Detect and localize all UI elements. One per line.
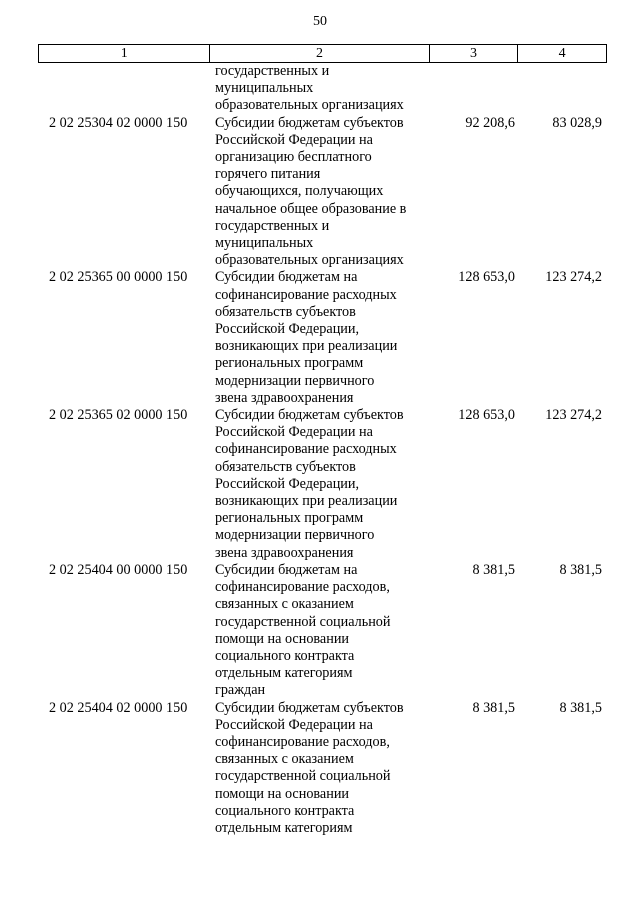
revenue-name-line: софинансирование расходных <box>215 286 397 303</box>
revenue-name-line: связанных с оказанием <box>215 751 354 768</box>
revenue-name-line: Российской Федерации, <box>215 475 360 492</box>
header-col-1: 1 <box>39 45 210 62</box>
classification-code: 2 02 25404 00 0000 150 <box>49 561 188 578</box>
amount-col-4: 8 381,5 <box>559 561 602 578</box>
table-row <box>38 700 607 838</box>
revenue-name-line: модернизации первичного <box>215 527 375 544</box>
revenue-name-line: Российской Федерации на <box>215 716 373 733</box>
revenue-name-line: помощи на основании <box>215 785 350 802</box>
revenue-name <box>210 63 430 115</box>
revenue-name-line: региональных программ <box>215 510 364 527</box>
header-col-4: 4 <box>558 46 566 61</box>
amount-col-4: 83 028,9 <box>552 114 602 131</box>
revenue-name-line: обучающихся, получающих <box>215 183 384 200</box>
revenue-name-line: государственных и <box>215 63 330 79</box>
revenue-name-line: муниципальных <box>215 80 314 97</box>
revenue-name-line: муниципальных <box>215 235 314 252</box>
revenue-name-line: государственной социальной <box>215 768 391 785</box>
table-row <box>38 269 607 407</box>
revenue-name <box>210 115 430 270</box>
revenue-name-line: отдельным категориям <box>215 819 353 836</box>
revenue-name-line: государственной социальной <box>215 613 391 630</box>
classification-code <box>38 63 210 115</box>
revenue-name-line: связанных с оказанием <box>215 596 354 613</box>
revenue-name-line: региональных программ <box>215 355 364 372</box>
page-number: 50 <box>313 14 327 29</box>
classification-code: 2 02 25365 02 0000 150 <box>49 407 188 424</box>
revenue-name-line: модернизации первичного <box>215 372 375 389</box>
table-row <box>38 407 607 562</box>
revenue-name-line: граждан <box>215 682 266 699</box>
revenue-name-line: софинансирование расходов, <box>215 579 390 596</box>
revenue-name-line: звена здравоохранения <box>215 544 354 561</box>
amount-col-4: 123 274,2 <box>545 269 602 286</box>
revenue-name-line: помощи на основании <box>215 630 350 647</box>
revenue-name-line: Субсидии бюджетам на <box>215 269 358 286</box>
table-row <box>38 562 607 700</box>
table-row <box>38 63 607 115</box>
header-col-3: 3 <box>430 45 519 62</box>
revenue-name-line: социального контракта <box>215 802 355 819</box>
amount-col-3: 92 208,6 <box>465 114 515 131</box>
classification-code: 2 02 25404 02 0000 150 <box>49 699 188 716</box>
revenue-name-line: горячего питания <box>215 166 321 183</box>
revenue-name <box>210 269 430 407</box>
table-row <box>38 115 607 270</box>
revenue-name-line: Субсидии бюджетам субъектов <box>215 699 404 716</box>
budget-table <box>38 44 607 837</box>
revenue-name-line: Российской Федерации, <box>215 321 360 338</box>
revenue-name-line: возникающих при реализации <box>215 493 398 510</box>
revenue-name <box>210 407 430 562</box>
amount-col-3: 128 653,0 <box>458 269 515 286</box>
amount-col-4: 123 274,2 <box>545 407 602 424</box>
revenue-name-line: обязательств субъектов <box>215 303 356 320</box>
revenue-name-line: звена здравоохранения <box>215 389 354 406</box>
amount-col-3: 128 653,0 <box>458 407 515 424</box>
revenue-name <box>210 562 430 700</box>
revenue-name-line: отдельным категориям <box>215 665 353 682</box>
amount-col-3: 8 381,5 <box>472 699 515 716</box>
revenue-name-line: софинансирование расходных <box>215 441 397 458</box>
revenue-name-line: Субсидии бюджетам на <box>215 561 358 578</box>
revenue-name-line: социального контракта <box>215 647 355 664</box>
revenue-name-line: Субсидии бюджетам субъектов <box>215 114 404 131</box>
header-col-2: 2 <box>210 45 429 62</box>
amount-col-3: 8 381,5 <box>472 561 515 578</box>
revenue-name-line: Российской Федерации на <box>215 131 373 148</box>
amount-col-4 <box>519 63 607 115</box>
table-body <box>38 63 607 837</box>
amount-col-4: 8 381,5 <box>559 699 602 716</box>
revenue-name-line: государственных и <box>215 217 330 234</box>
revenue-name-line: возникающих при реализации <box>215 338 398 355</box>
revenue-name-line: образовательных организациях <box>215 97 404 114</box>
classification-code: 2 02 25304 02 0000 150 <box>49 114 188 131</box>
table-header <box>38 44 607 63</box>
revenue-name-line: организацию бесплатного <box>215 149 372 166</box>
revenue-name-line: Российской Федерации на <box>215 424 373 441</box>
revenue-name-line: Субсидии бюджетам субъектов <box>215 407 404 424</box>
revenue-name-line: образовательных организациях <box>215 252 404 269</box>
amount-col-3 <box>430 63 519 115</box>
revenue-name-line: обязательств субъектов <box>215 458 356 475</box>
revenue-name <box>210 700 430 838</box>
classification-code: 2 02 25365 00 0000 150 <box>49 269 188 286</box>
revenue-name-line: софинансирование расходов, <box>215 733 390 750</box>
revenue-name-line: начальное общее образование в <box>215 200 407 217</box>
